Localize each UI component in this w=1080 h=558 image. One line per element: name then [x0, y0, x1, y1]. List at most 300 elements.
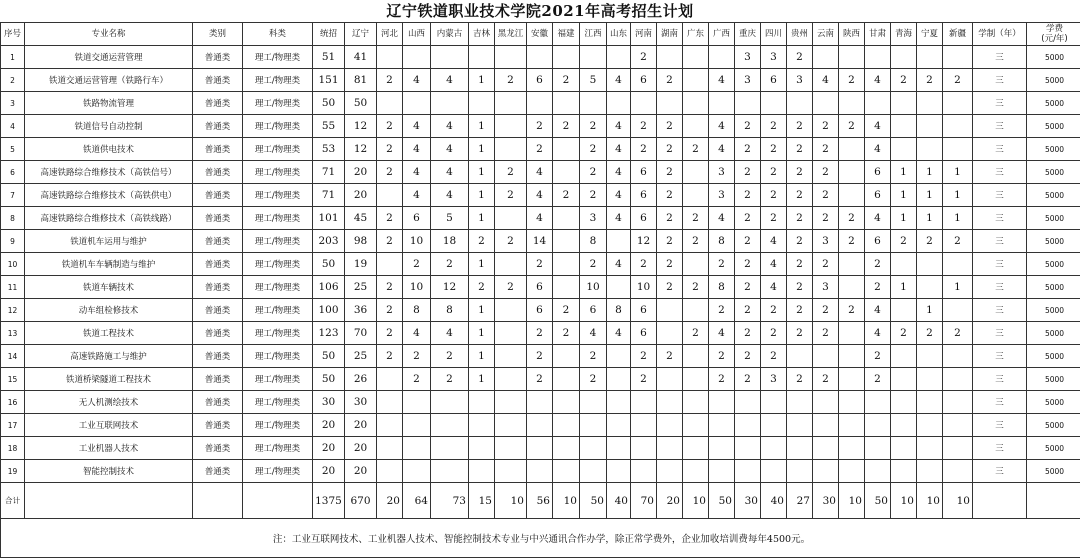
cell-jiangxi: 2 [580, 138, 607, 161]
cell-total-quota: 71 [313, 161, 345, 184]
cell-total-quota: 106 [313, 276, 345, 299]
cell-qinghai: 1 [891, 207, 917, 230]
cell-neimenggu: 5 [431, 207, 469, 230]
cell-ningxia [917, 115, 943, 138]
cell-major: 铁道供电技术 [25, 138, 193, 161]
cell-xinjiang: 2 [943, 69, 973, 92]
cell-xinjiang [943, 46, 973, 69]
cell-neimenggu: 4 [431, 322, 469, 345]
cell-shaanxi [839, 161, 865, 184]
cell-shandong [607, 368, 631, 391]
cell-seq: 19 [1, 460, 25, 483]
cell-chongqing: 2 [735, 368, 761, 391]
cell-chongqing: 2 [735, 345, 761, 368]
header-jiangxi: 江西 [580, 23, 607, 46]
cell-subject: 理工/物理类 [243, 345, 313, 368]
cell-xinjiang: 1 [943, 207, 973, 230]
cell-subject: 理工/物理类 [243, 69, 313, 92]
cell-duration: 三 [973, 276, 1027, 299]
cell-tuition: 5000 [1027, 207, 1080, 230]
cell-hunan [657, 92, 683, 115]
cell-chongqing: 2 [735, 161, 761, 184]
total-jilin: 15 [469, 483, 495, 519]
total-empty-cell [973, 483, 1027, 519]
cell-hunan: 2 [657, 115, 683, 138]
cell-qinghai: 2 [891, 322, 917, 345]
cell-qinghai: 2 [891, 230, 917, 253]
cell-chongqing: 2 [735, 115, 761, 138]
cell-duration: 三 [973, 460, 1027, 483]
cell-gansu [865, 46, 891, 69]
cell-hunan: 2 [657, 230, 683, 253]
cell-fujian [553, 391, 580, 414]
enrollment-plan-table [0, 22, 1080, 558]
cell-duration: 三 [973, 322, 1027, 345]
total-gansu: 50 [865, 483, 891, 519]
cell-category: 普通类 [193, 92, 243, 115]
cell-jiangxi: 3 [580, 207, 607, 230]
cell-guangdong [683, 460, 709, 483]
cell-category: 普通类 [193, 115, 243, 138]
cell-guizhou: 2 [787, 299, 813, 322]
cell-jilin: 1 [469, 184, 495, 207]
cell-guangdong [683, 299, 709, 322]
cell-anhui [527, 92, 553, 115]
cell-heilongjiang: 2 [495, 276, 527, 299]
cell-shaanxi [839, 345, 865, 368]
cell-guizhou: 2 [787, 161, 813, 184]
cell-sichuan [761, 391, 787, 414]
total-row [1, 483, 1080, 519]
cell-guangxi: 2 [709, 345, 735, 368]
cell-heilongjiang [495, 207, 527, 230]
cell-shandong [607, 414, 631, 437]
cell-shaanxi [839, 276, 865, 299]
cell-guangxi [709, 414, 735, 437]
cell-major: 高速铁路综合维修技术（高铁供电） [25, 184, 193, 207]
cell-neimenggu: 12 [431, 276, 469, 299]
cell-fujian: 2 [553, 184, 580, 207]
cell-liaoning: 98 [345, 230, 377, 253]
cell-guangxi: 4 [709, 69, 735, 92]
cell-liaoning: 20 [345, 437, 377, 460]
cell-yunnan: 2 [813, 207, 839, 230]
cell-category: 普通类 [193, 414, 243, 437]
cell-henan [631, 437, 657, 460]
cell-hunan [657, 437, 683, 460]
cell-sichuan: 2 [761, 138, 787, 161]
cell-gansu: 4 [865, 115, 891, 138]
cell-yunnan: 2 [813, 299, 839, 322]
cell-tuition: 5000 [1027, 253, 1080, 276]
cell-henan: 6 [631, 69, 657, 92]
cell-sichuan: 4 [761, 276, 787, 299]
total-total-quota: 1375 [313, 483, 345, 519]
table-row [1, 322, 1080, 345]
cell-ningxia: 1 [917, 299, 943, 322]
cell-ningxia [917, 414, 943, 437]
cell-neimenggu: 4 [431, 138, 469, 161]
cell-duration: 三 [973, 207, 1027, 230]
cell-liaoning: 41 [345, 46, 377, 69]
cell-shaanxi [839, 391, 865, 414]
table-row [1, 184, 1080, 207]
cell-jiangxi [580, 46, 607, 69]
cell-guangxi: 2 [709, 368, 735, 391]
cell-anhui: 4 [527, 161, 553, 184]
total-shaanxi: 10 [839, 483, 865, 519]
cell-gansu: 4 [865, 322, 891, 345]
cell-total-quota: 55 [313, 115, 345, 138]
cell-neimenggu: 4 [431, 115, 469, 138]
cell-gansu [865, 460, 891, 483]
table-row [1, 437, 1080, 460]
cell-hebei: 2 [377, 161, 403, 184]
cell-hebei: 2 [377, 345, 403, 368]
cell-shaanxi [839, 437, 865, 460]
cell-major: 智能控制技术 [25, 460, 193, 483]
cell-jiangxi: 6 [580, 299, 607, 322]
cell-jilin [469, 46, 495, 69]
cell-xinjiang: 1 [943, 161, 973, 184]
cell-category: 普通类 [193, 368, 243, 391]
cell-shanxi: 10 [403, 276, 431, 299]
cell-jilin: 1 [469, 368, 495, 391]
cell-ningxia [917, 138, 943, 161]
cell-sichuan: 2 [761, 345, 787, 368]
cell-xinjiang [943, 253, 973, 276]
cell-major: 高速铁路综合维修技术（高铁信号） [25, 161, 193, 184]
cell-total-quota: 53 [313, 138, 345, 161]
header-seq: 序号 [1, 23, 25, 46]
cell-subject: 理工/物理类 [243, 391, 313, 414]
cell-guangxi [709, 46, 735, 69]
cell-sichuan: 2 [761, 184, 787, 207]
cell-major: 铁道车辆技术 [25, 276, 193, 299]
cell-seq: 15 [1, 368, 25, 391]
cell-yunnan [813, 92, 839, 115]
cell-yunnan [813, 437, 839, 460]
cell-heilongjiang: 2 [495, 69, 527, 92]
cell-shandong [607, 460, 631, 483]
cell-shandong: 4 [607, 207, 631, 230]
cell-category: 普通类 [193, 230, 243, 253]
total-jiangxi: 50 [580, 483, 607, 519]
cell-seq: 13 [1, 322, 25, 345]
cell-henan: 6 [631, 207, 657, 230]
cell-fujian [553, 414, 580, 437]
cell-subject: 理工/物理类 [243, 299, 313, 322]
footnote: 注：工业互联网技术、工业机器人技术、智能控制技术专业与中兴通讯合作办学，除正常学费外，企业加收培训费每年4500元。 [1, 519, 1080, 558]
cell-shandong: 4 [607, 184, 631, 207]
cell-seq: 6 [1, 161, 25, 184]
cell-qinghai [891, 391, 917, 414]
cell-jiangxi: 10 [580, 276, 607, 299]
cell-seq: 1 [1, 46, 25, 69]
cell-shandong [607, 437, 631, 460]
cell-liaoning: 45 [345, 207, 377, 230]
cell-hunan [657, 299, 683, 322]
cell-qinghai [891, 138, 917, 161]
cell-chongqing: 2 [735, 299, 761, 322]
table-row [1, 345, 1080, 368]
cell-liaoning: 25 [345, 276, 377, 299]
cell-henan: 6 [631, 322, 657, 345]
cell-chongqing: 3 [735, 46, 761, 69]
table-row [1, 138, 1080, 161]
cell-total-quota: 50 [313, 368, 345, 391]
cell-hunan [657, 414, 683, 437]
total-qinghai: 10 [891, 483, 917, 519]
cell-liaoning: 30 [345, 391, 377, 414]
cell-shaanxi: 2 [839, 299, 865, 322]
cell-jilin: 1 [469, 299, 495, 322]
cell-jilin: 1 [469, 115, 495, 138]
table-row [1, 115, 1080, 138]
cell-total-quota: 100 [313, 299, 345, 322]
cell-neimenggu: 2 [431, 253, 469, 276]
cell-shanxi: 2 [403, 253, 431, 276]
cell-total-quota: 51 [313, 46, 345, 69]
cell-major: 高速铁路施工与维护 [25, 345, 193, 368]
cell-fujian: 2 [553, 69, 580, 92]
cell-hunan: 2 [657, 184, 683, 207]
cell-subject: 理工/物理类 [243, 138, 313, 161]
header-fujian: 福建 [553, 23, 580, 46]
cell-total-quota: 50 [313, 92, 345, 115]
cell-yunnan [813, 391, 839, 414]
cell-hunan: 2 [657, 276, 683, 299]
header-hebei: 河北 [377, 23, 403, 46]
cell-category: 普通类 [193, 161, 243, 184]
cell-heilongjiang [495, 253, 527, 276]
cell-jiangxi [580, 92, 607, 115]
cell-ningxia: 1 [917, 207, 943, 230]
cell-guangxi: 3 [709, 161, 735, 184]
table-row [1, 161, 1080, 184]
cell-heilongjiang [495, 437, 527, 460]
cell-henan [631, 414, 657, 437]
cell-liaoning: 70 [345, 322, 377, 345]
cell-fujian [553, 460, 580, 483]
cell-shanxi: 8 [403, 299, 431, 322]
table-row [1, 414, 1080, 437]
cell-tuition: 5000 [1027, 161, 1080, 184]
cell-chongqing [735, 437, 761, 460]
cell-fujian [553, 161, 580, 184]
header-xinjiang: 新疆 [943, 23, 973, 46]
cell-gansu: 4 [865, 69, 891, 92]
table-row [1, 299, 1080, 322]
cell-xinjiang [943, 299, 973, 322]
cell-yunnan [813, 414, 839, 437]
cell-anhui [527, 437, 553, 460]
total-liaoning: 670 [345, 483, 377, 519]
cell-hebei [377, 92, 403, 115]
cell-xinjiang [943, 414, 973, 437]
cell-ningxia: 1 [917, 184, 943, 207]
cell-chongqing [735, 414, 761, 437]
header-shaanxi: 陕西 [839, 23, 865, 46]
cell-subject: 理工/物理类 [243, 322, 313, 345]
cell-xinjiang [943, 368, 973, 391]
header-guizhou: 贵州 [787, 23, 813, 46]
cell-guizhou: 2 [787, 138, 813, 161]
cell-qinghai [891, 253, 917, 276]
cell-chongqing [735, 92, 761, 115]
cell-ningxia [917, 345, 943, 368]
cell-jilin [469, 414, 495, 437]
cell-anhui: 14 [527, 230, 553, 253]
header-guangxi: 广西 [709, 23, 735, 46]
cell-shanxi [403, 46, 431, 69]
cell-liaoning: 19 [345, 253, 377, 276]
cell-heilongjiang: 2 [495, 184, 527, 207]
total-chongqing: 30 [735, 483, 761, 519]
cell-yunnan: 2 [813, 115, 839, 138]
cell-chongqing: 2 [735, 230, 761, 253]
table-row [1, 46, 1080, 69]
cell-seq: 2 [1, 69, 25, 92]
cell-yunnan: 2 [813, 161, 839, 184]
cell-duration: 三 [973, 437, 1027, 460]
cell-shaanxi: 2 [839, 69, 865, 92]
cell-hebei: 2 [377, 69, 403, 92]
cell-major: 铁路物流管理 [25, 92, 193, 115]
cell-heilongjiang [495, 322, 527, 345]
cell-guangxi: 8 [709, 230, 735, 253]
cell-liaoning: 26 [345, 368, 377, 391]
cell-shanxi: 4 [403, 138, 431, 161]
cell-neimenggu: 8 [431, 299, 469, 322]
header-major: 专业名称 [25, 23, 193, 46]
cell-liaoning: 50 [345, 92, 377, 115]
cell-chongqing [735, 391, 761, 414]
header-neimenggu: 内蒙古 [431, 23, 469, 46]
cell-duration: 三 [973, 368, 1027, 391]
cell-tuition: 5000 [1027, 391, 1080, 414]
cell-ningxia [917, 460, 943, 483]
cell-guizhou: 2 [787, 184, 813, 207]
cell-category: 普通类 [193, 276, 243, 299]
cell-heilongjiang [495, 368, 527, 391]
cell-neimenggu: 4 [431, 69, 469, 92]
cell-hebei [377, 368, 403, 391]
cell-hunan: 2 [657, 345, 683, 368]
header-category: 类别 [193, 23, 243, 46]
cell-sichuan: 2 [761, 322, 787, 345]
total-guangxi: 50 [709, 483, 735, 519]
header-shanxi: 山西 [403, 23, 431, 46]
cell-shanxi: 4 [403, 115, 431, 138]
cell-shandong [607, 276, 631, 299]
cell-yunnan [813, 46, 839, 69]
cell-xinjiang [943, 460, 973, 483]
total-shanxi: 64 [403, 483, 431, 519]
cell-liaoning: 20 [345, 184, 377, 207]
total-empty-cell [1027, 483, 1080, 519]
cell-guangxi: 2 [709, 299, 735, 322]
cell-henan: 10 [631, 276, 657, 299]
cell-total-quota: 71 [313, 184, 345, 207]
cell-major: 铁道工程技术 [25, 322, 193, 345]
table-row [1, 230, 1080, 253]
cell-fujian [553, 92, 580, 115]
cell-ningxia [917, 253, 943, 276]
cell-heilongjiang: 2 [495, 161, 527, 184]
cell-subject: 理工/物理类 [243, 460, 313, 483]
cell-hebei [377, 391, 403, 414]
cell-category: 普通类 [193, 184, 243, 207]
cell-guangxi [709, 460, 735, 483]
cell-shanxi [403, 437, 431, 460]
cell-yunnan: 3 [813, 230, 839, 253]
cell-subject: 理工/物理类 [243, 276, 313, 299]
cell-shanxi [403, 391, 431, 414]
cell-xinjiang: 1 [943, 184, 973, 207]
cell-jilin: 2 [469, 230, 495, 253]
total-shandong: 40 [607, 483, 631, 519]
header-jilin: 吉林 [469, 23, 495, 46]
cell-guizhou [787, 414, 813, 437]
cell-duration: 三 [973, 230, 1027, 253]
cell-shaanxi [839, 184, 865, 207]
cell-sichuan: 2 [761, 299, 787, 322]
cell-gansu: 6 [865, 230, 891, 253]
cell-category: 普通类 [193, 207, 243, 230]
cell-guizhou [787, 460, 813, 483]
cell-yunnan: 2 [813, 138, 839, 161]
cell-tuition: 5000 [1027, 184, 1080, 207]
table-row [1, 207, 1080, 230]
cell-subject: 理工/物理类 [243, 92, 313, 115]
cell-sichuan: 2 [761, 161, 787, 184]
cell-guangdong [683, 115, 709, 138]
cell-qinghai [891, 437, 917, 460]
cell-gansu: 6 [865, 161, 891, 184]
cell-shandong: 4 [607, 253, 631, 276]
cell-jiangxi: 8 [580, 230, 607, 253]
cell-hunan: 2 [657, 161, 683, 184]
cell-hebei: 2 [377, 207, 403, 230]
cell-guizhou: 2 [787, 253, 813, 276]
cell-duration: 三 [973, 46, 1027, 69]
cell-xinjiang [943, 345, 973, 368]
cell-ningxia [917, 437, 943, 460]
cell-category: 普通类 [193, 69, 243, 92]
cell-category: 普通类 [193, 345, 243, 368]
cell-ningxia [917, 46, 943, 69]
cell-yunnan: 2 [813, 253, 839, 276]
cell-chongqing: 2 [735, 138, 761, 161]
cell-shanxi: 2 [403, 345, 431, 368]
cell-fujian: 2 [553, 115, 580, 138]
total-xinjiang: 10 [943, 483, 973, 519]
cell-hunan: 2 [657, 138, 683, 161]
cell-shandong: 4 [607, 115, 631, 138]
cell-shandong [607, 46, 631, 69]
cell-jilin [469, 460, 495, 483]
header-henan: 河南 [631, 23, 657, 46]
cell-jiangxi: 2 [580, 161, 607, 184]
cell-xinjiang: 1 [943, 276, 973, 299]
cell-gansu: 4 [865, 299, 891, 322]
cell-duration: 三 [973, 299, 1027, 322]
total-yunnan: 30 [813, 483, 839, 519]
cell-gansu [865, 414, 891, 437]
cell-anhui: 4 [527, 184, 553, 207]
cell-category: 普通类 [193, 437, 243, 460]
